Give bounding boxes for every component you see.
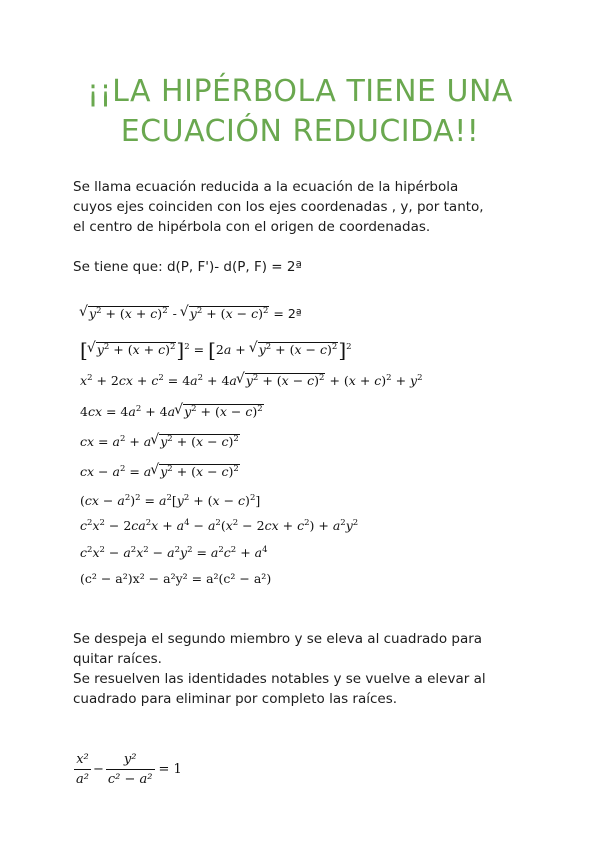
equation-4: $4cx = 4a^2 + 4a√$ $y^2 + (x - c)^2$	[80, 404, 264, 419]
reduced-equation	[72, 752, 182, 787]
numerator-y: y²	[123, 752, 137, 767]
explanation-line-1: Se despeja el segundo miembro y se eleva al cuadrado para	[73, 631, 483, 647]
equals-one: = 1	[158, 762, 182, 777]
premise-text	[73, 257, 533, 277]
intro-paragraph	[73, 177, 533, 237]
title-line-1: ¡¡LA HIPÉRBOLA TIENE UNA	[87, 74, 513, 109]
equation-10: (c² − a²)x² − a²y² = a²(c² − a²)	[80, 571, 272, 586]
explanation-line-4: cuadrado para eliminar por completo las raíces.	[73, 691, 398, 707]
explanation-line-3: Se resuelven las identidades notables y se vuelve a elevar al	[73, 671, 486, 687]
equation-2: [√ $y^2 + (x + c)^2]^2 = [2a$ + √ $y^2 + (x - c)^2]^2$	[80, 338, 352, 362]
equation-3: $x^2 + 2cx + c^2 = 4a^2 + 4a√$ $y^2 + (x - c)^2 + (x + c)^2 + y^2$	[80, 373, 423, 388]
fraction-x	[74, 752, 91, 787]
equation-5: cx = $a^2 + a√$ $y^2 + (x - c)^2$	[80, 434, 240, 449]
intro-line-1: Se llama ecuación reducida a la ecuación de la hipérbola	[73, 179, 459, 195]
fraction-y	[106, 752, 155, 787]
explanation-paragraph	[73, 629, 533, 709]
intro-line-3: el centro de hipérbola con el origen de coordenadas.	[73, 219, 431, 235]
intro-line-2: cuyos ejes coinciden con los ejes coordenadas , y, por tanto,	[73, 199, 484, 215]
numerator-x: x²	[76, 752, 89, 767]
equation-6: cx − $a^2 = a√$ $y^2 + (x - c)^2$	[80, 464, 240, 479]
denominator-c-a: c² − a²	[106, 769, 155, 787]
equation-1: √ $y^2 + (x + c)^2$ - √ $y^2 + (x - c)^2$ = 2ª	[80, 306, 302, 321]
equation-9: $c^2x^2 - a^2x^2 - a^2y^2 = a^2c^2 + a^4$	[80, 545, 268, 560]
minus-sign: −	[92, 762, 104, 777]
page-title	[0, 72, 600, 152]
explanation-line-2: quitar raíces.	[73, 651, 162, 667]
equation-7: $(cx - a^2)^2 = a^2[y^2 + (x - c)^2]$	[80, 493, 261, 508]
equation-8: $c^2x^2 - 2ca^2x + a^4 - a^2(x^2 - 2cx + c^2) + a^2y^2$	[80, 518, 359, 533]
denominator-a: a²	[74, 769, 91, 787]
title-line-2: ECUACIÓN REDUCIDA!!	[120, 114, 480, 149]
premise-line: Se tiene que: d(P, F')- d(P, F) = 2ª	[73, 259, 302, 275]
